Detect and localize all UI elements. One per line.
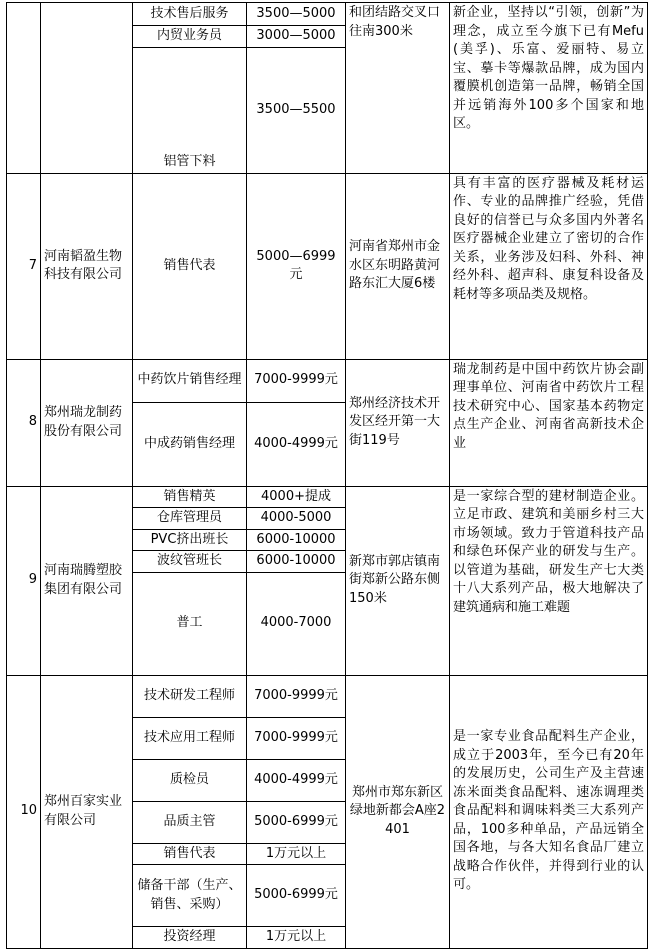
company-name [41,3,133,174]
row-number [7,3,41,174]
salary: 6000-10000 [247,529,346,551]
salary: 4000-4999元 [247,402,346,486]
company-description: 瑞龙制药是中国中药饮片协会副理事单位、河南省中药饮片工程技术研究中心、国家基本药物定点生产企业、河南省高新技术企业 [450,359,648,486]
company-name: 河南瑞腾塑胶集团有限公司 [41,486,133,675]
company-address: 河南省郑州市金水区东明路黄河路东汇大厦6楼 [346,173,450,359]
position-title: 销售代表 [133,843,247,865]
salary: 5000-6999元 [247,865,346,927]
company-description: 具有丰富的医疗器械及耗材运作、专业的品牌推广经验，凭借良好的信誉已与众多国内外著名医疗器械企业建立了密切的合作关系，业务涉及妇科、外科、神经外科、超声科、康复科设备及耗材等多项品类及规格。 [450,173,648,359]
position-title: 中成药销售经理 [133,402,247,486]
company-description: 新企业，坚持以“引领，创新”为理念，成立至今旗下已有Mefu(美孚)、乐富、爱丽特、易立宝、摹卡等爆款品牌，成为国内覆膜机创造第一品牌，畅销全国并远销海外100多个国家和地区。 [450,3,648,174]
salary: 7000-9999元 [247,717,346,759]
position-title: 内贸业务员 [133,26,247,48]
table-row [7,675,648,717]
salary: 3500—5500 [247,47,346,173]
position-title: 仓库管理员 [133,508,247,530]
salary: 3500—5000 [247,3,346,26]
table-row [7,3,648,26]
row-number: 9 [7,486,41,675]
position-title: 销售精英 [133,486,247,508]
position-title: 投资经理 [133,927,247,949]
table-row [7,173,648,359]
position-title: 质检员 [133,759,247,801]
job-listing-table [6,2,648,949]
salary: 5000-6999元 [247,801,346,843]
salary: 4000+提成 [247,486,346,508]
company-address: 郑州经济技术开发区经开第一大街119号 [346,359,450,486]
position-title: 中药饮片销售经理 [133,359,247,402]
position-title: 铝管下料 [133,47,247,173]
salary: 7000-9999元 [247,359,346,402]
company-address: 和团结路交叉口往南300米 [346,3,450,174]
position-title: 技术研发工程师 [133,675,247,717]
company-name: 郑州百家实业有限公司 [41,675,133,948]
salary: 4000-5000 [247,508,346,530]
company-address: 新郑市郭店镇南街郑新公路东侧150米 [346,486,450,675]
salary: 3000—5000 [247,26,346,48]
salary: 1万元以上 [247,927,346,949]
position-title: 普工 [133,572,247,675]
salary: 4000-4999元 [247,759,346,801]
position-title: 技术售后服务 [133,3,247,26]
salary: 4000-7000 [247,572,346,675]
row-number: 7 [7,173,41,359]
company-description: 是一家综合型的建材制造企业。立足市政、建筑和美丽乡村三大市场领域。致力于管道科技产品和绿色环保产业的研发与生产。以管道为基础，研发生产七大类十八大系列产品，极大地解决了建筑通病和施工难题 [450,486,648,675]
salary: 7000-9999元 [247,675,346,717]
salary: 1万元以上 [247,843,346,865]
salary: 5000—6999元 [247,173,346,359]
position-title: 波纹管班长 [133,551,247,573]
company-address: 郑州市郑东新区绿地新都会A座2401 [346,675,450,948]
position-title: 销售代表 [133,173,247,359]
company-name: 河南韬盈生物科技有限公司 [41,173,133,359]
company-name: 郑州瑞龙制药股份有限公司 [41,359,133,486]
position-title: 储备干部（生产、销售、采购） [133,865,247,927]
company-description: 是一家专业食品配料生产企业，成立于2003年，至今已有20年的发展历史，公司生产及主营速冻米面类食品配料、速冻调理类食品配料和调味料类三大系列产品，100多种单品，产品远销全国各地，与各大知名食品厂建立战略合作伙伴，并得到行业的认可。 [450,675,648,948]
position-title: 品质主管 [133,801,247,843]
position-title: PVC挤出班长 [133,529,247,551]
table-row [7,359,648,402]
row-number: 10 [7,675,41,948]
row-number: 8 [7,359,41,486]
table-row [7,486,648,508]
salary: 6000-10000 [247,551,346,573]
position-title: 技术应用工程师 [133,717,247,759]
